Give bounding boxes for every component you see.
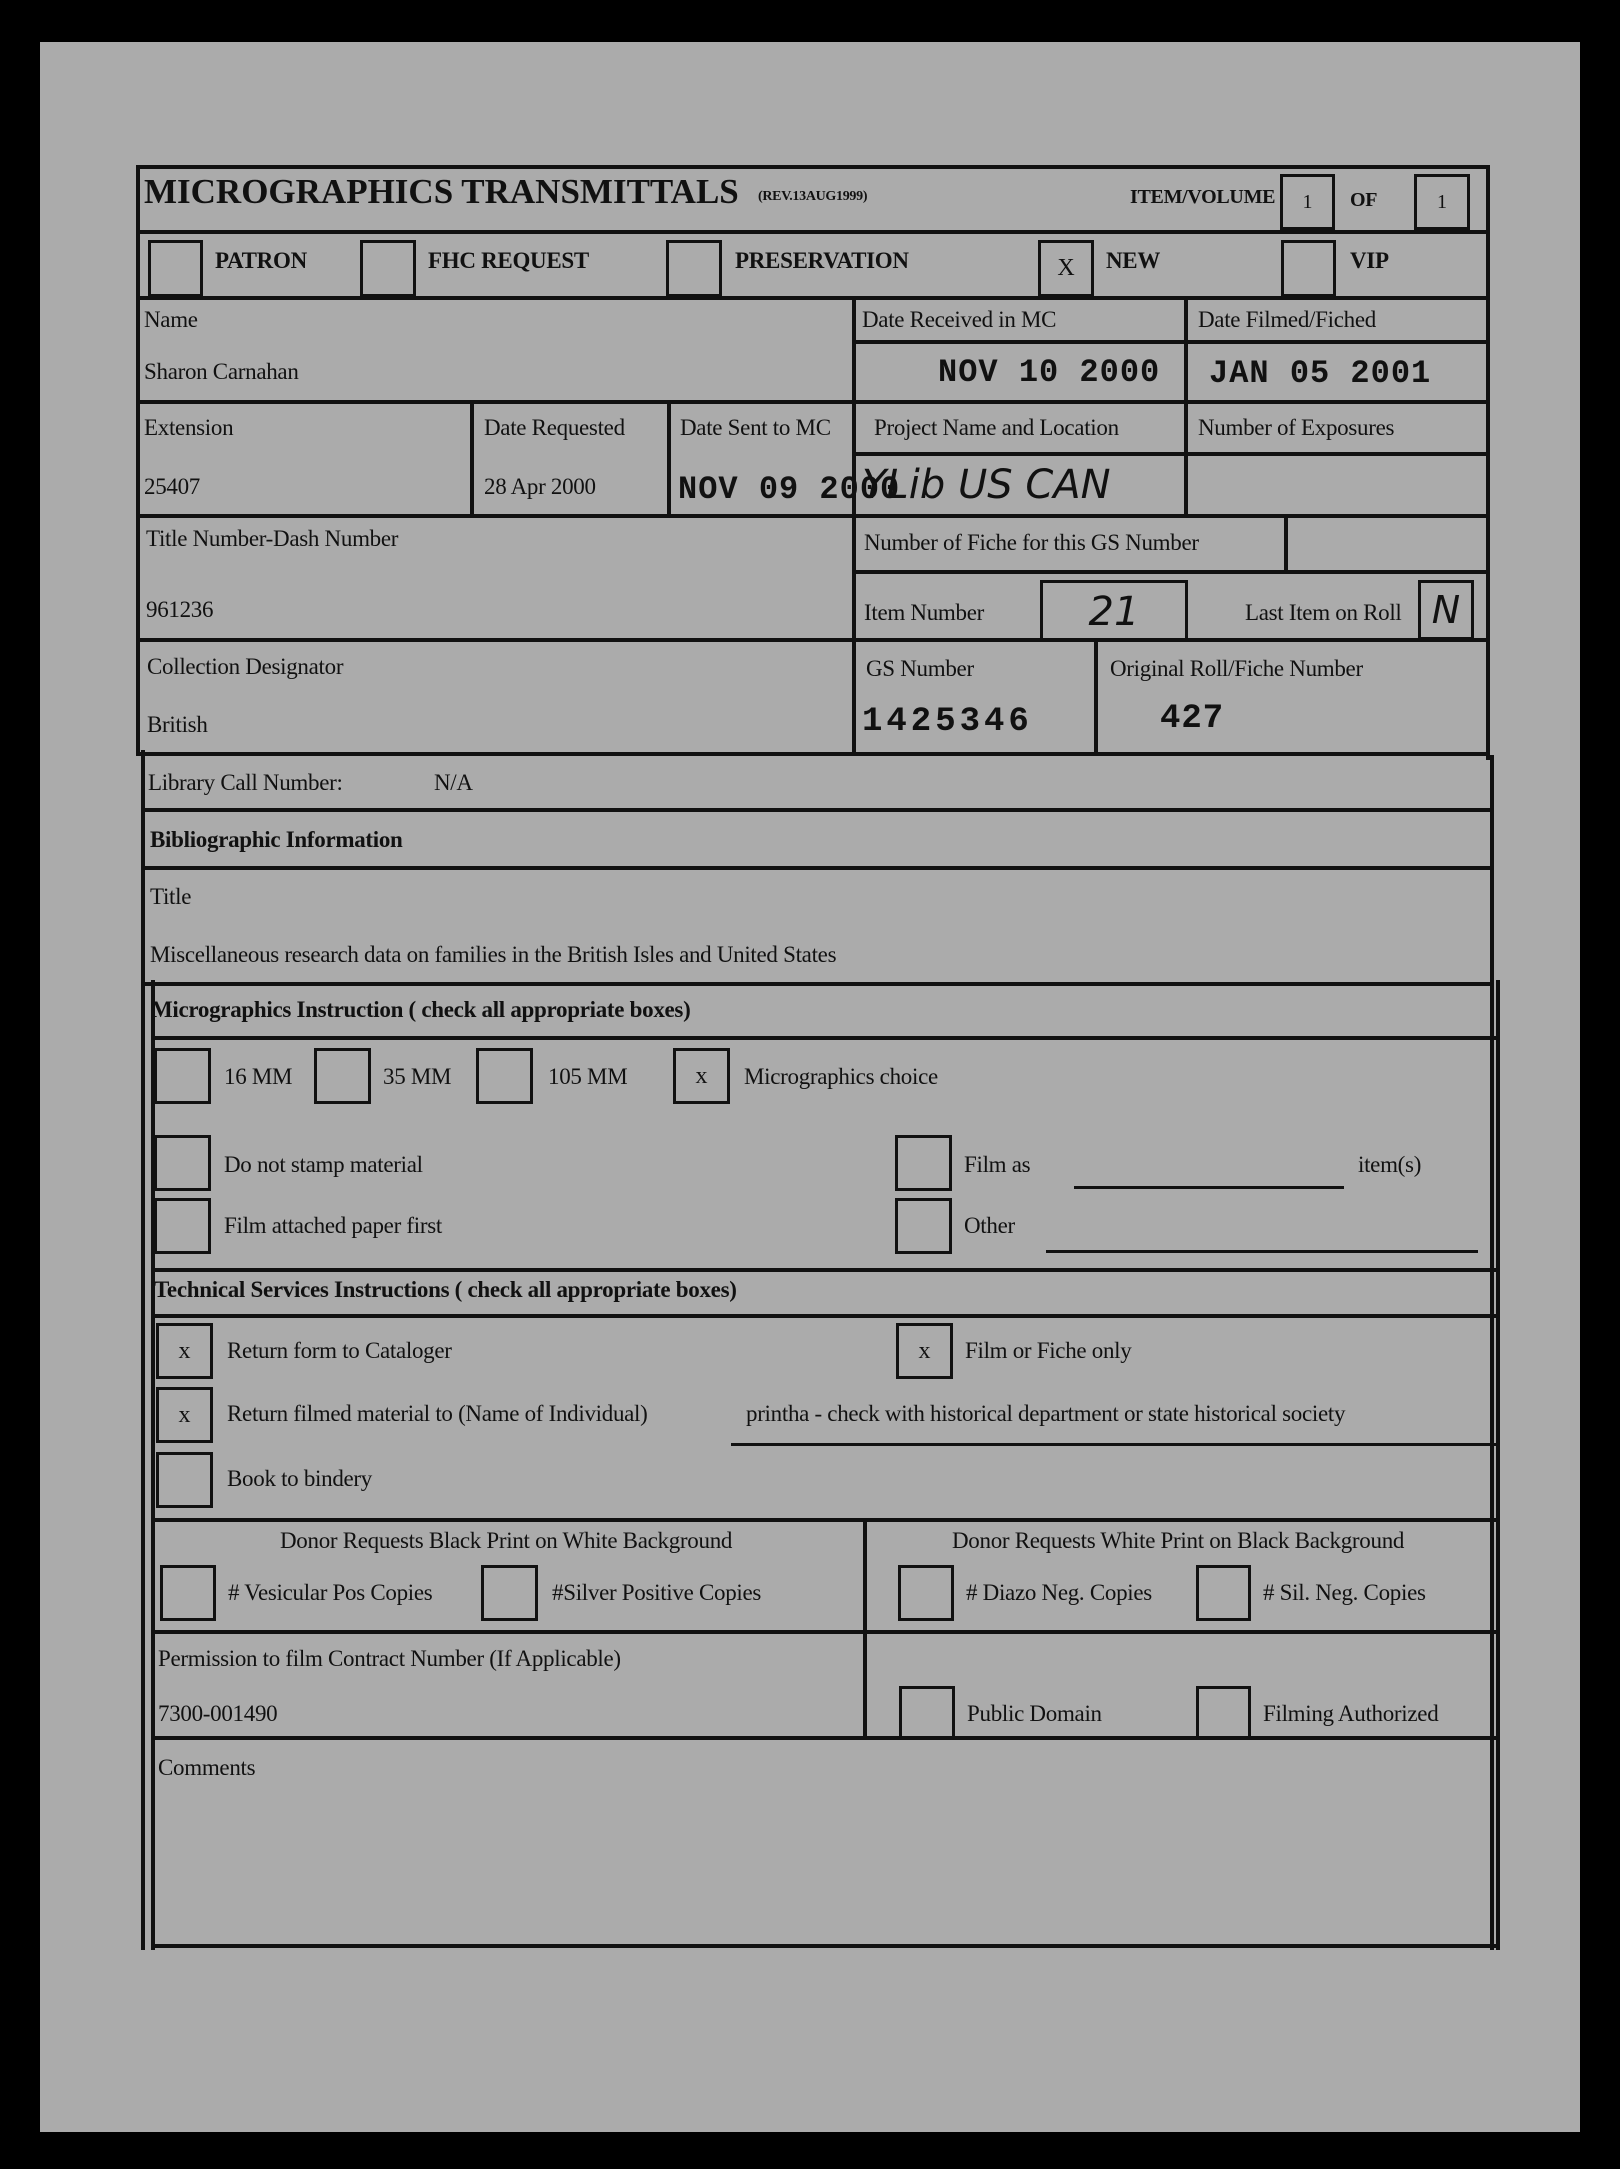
item-number-value: 21 — [1088, 588, 1140, 635]
form-border — [1490, 755, 1494, 1950]
divider — [151, 1268, 1496, 1272]
do-not-stamp-checkbox[interactable] — [154, 1135, 211, 1191]
film-as-label: Film as — [964, 1152, 1031, 1177]
return-filmed-value: printha - check with historical department or state historical society — [746, 1401, 1346, 1426]
35mm-checkbox[interactable] — [314, 1048, 371, 1104]
divider — [151, 1630, 1496, 1634]
divider — [151, 1518, 1496, 1522]
other-checkbox[interactable] — [895, 1198, 952, 1254]
divider — [136, 296, 1490, 300]
form-border — [1486, 165, 1490, 760]
divider — [852, 296, 856, 756]
other-label: Other — [964, 1213, 1015, 1238]
preservation-checkbox[interactable] — [666, 240, 722, 297]
date-requested-value: 28 Apr 2000 — [484, 474, 596, 499]
divider — [667, 400, 671, 515]
collection-value: British — [147, 712, 208, 737]
date-filmed-stamp: JAN 05 2001 — [1209, 355, 1432, 392]
date-filmed-label: Date Filmed/Fiched — [1198, 307, 1376, 332]
diazo-neg-copies-label: # Diazo Neg. Copies — [966, 1580, 1152, 1605]
divider — [1184, 296, 1188, 514]
title-number-label: Title Number-Dash Number — [146, 526, 399, 551]
film-as-checkbox[interactable] — [895, 1135, 952, 1191]
divider — [141, 866, 1491, 870]
silver-positive-copies-label: #Silver Positive Copies — [552, 1580, 762, 1605]
item-number-field[interactable] — [1040, 580, 1188, 640]
105mm-label: 105 MM — [548, 1064, 628, 1089]
35mm-label: 35 MM — [383, 1064, 452, 1089]
vesicular-copies-field[interactable] — [160, 1565, 216, 1621]
divider — [136, 400, 1490, 404]
date-received-stamp: NOV 10 2000 — [938, 354, 1161, 391]
date-sent-label: Date Sent to MC — [680, 415, 831, 440]
sil-neg-copies-field[interactable] — [1196, 1565, 1251, 1621]
project-value: YLib US CAN — [862, 462, 1111, 508]
divider — [852, 452, 1490, 456]
of-field[interactable]: 1 — [1414, 174, 1470, 230]
public-domain-label: Public Domain — [967, 1701, 1102, 1726]
date-requested-label: Date Requested — [484, 415, 625, 440]
divider — [852, 340, 1490, 344]
technical-heading: Technical Services Instructions ( check all appropriate boxes) — [154, 1277, 737, 1302]
105mm-checkbox[interactable] — [476, 1048, 533, 1104]
return-form-checkbox[interactable]: x — [156, 1323, 213, 1379]
public-domain-checkbox[interactable] — [899, 1686, 955, 1740]
divider — [151, 1314, 1496, 1318]
film-only-label: Film or Fiche only — [965, 1338, 1132, 1363]
divider — [1284, 514, 1288, 572]
date-received-label: Date Received in MC — [862, 307, 1057, 332]
bindery-checkbox[interactable] — [156, 1452, 213, 1508]
divider — [852, 570, 1490, 574]
item-number-label: Item Number — [864, 600, 984, 625]
divider — [863, 1518, 867, 1736]
last-item-field[interactable] — [1418, 580, 1474, 640]
micrographics-choice-label: Micrographics choice — [744, 1064, 938, 1089]
vip-label: VIP — [1350, 248, 1389, 273]
divider — [141, 808, 1491, 812]
extension-value: 25407 — [144, 474, 201, 499]
exposures-label: Number of Exposures — [1198, 415, 1395, 440]
16mm-label: 16 MM — [224, 1064, 293, 1089]
form-border — [151, 980, 155, 1950]
permission-value: 7300-001490 — [158, 1701, 278, 1726]
film-attached-checkbox[interactable] — [154, 1198, 211, 1254]
of-label: OF — [1350, 189, 1378, 211]
form-title: MICROGRAPHICS TRANSMITTALS — [144, 172, 739, 211]
do-not-stamp-label: Do not stamp material — [224, 1152, 423, 1177]
divider — [141, 982, 1491, 986]
patron-label: PATRON — [215, 248, 307, 273]
fiche-count-label: Number of Fiche for this GS Number — [864, 530, 1199, 555]
return-filmed-input-line[interactable] — [731, 1443, 1496, 1446]
comments-label: Comments — [158, 1755, 256, 1780]
film-attached-label: Film attached paper first — [224, 1213, 442, 1238]
vesicular-copies-label: # Vesicular Pos Copies — [228, 1580, 433, 1605]
form-revision: (REV.13AUG1999) — [758, 189, 868, 204]
divider — [470, 400, 474, 515]
film-as-input-line[interactable] — [1074, 1186, 1344, 1189]
permission-label: Permission to film Contract Number (If Applicable) — [158, 1646, 621, 1671]
bibliographic-heading: Bibliographic Information — [150, 827, 403, 852]
return-filmed-label: Return filmed material to (Name of Individual) — [227, 1401, 648, 1426]
form-border — [141, 750, 145, 1950]
divider — [151, 1944, 1500, 1948]
last-item-value: N — [1431, 588, 1461, 632]
patron-checkbox[interactable] — [148, 240, 203, 297]
gs-number-stamp: 1425346 — [862, 703, 1033, 741]
vip-checkbox[interactable] — [1281, 240, 1336, 297]
divider — [136, 230, 1490, 234]
donor-white-heading: Donor Requests White Print on Black Background — [952, 1528, 1405, 1553]
name-label: Name — [144, 307, 198, 332]
name-value: Sharon Carnahan — [144, 359, 299, 384]
title-number-value: 961236 — [146, 597, 214, 622]
date-sent-stamp: NOV 09 2000 — [678, 471, 901, 508]
form-border — [1496, 980, 1500, 1950]
filming-authorized-checkbox[interactable] — [1196, 1686, 1251, 1740]
item-volume-field[interactable]: 1 — [1280, 174, 1335, 230]
fhc-request-checkbox[interactable] — [360, 240, 416, 297]
bibliographic-title-label: Title — [150, 884, 192, 909]
divider — [1094, 638, 1098, 756]
divider — [151, 1036, 1496, 1040]
other-input-line[interactable] — [1046, 1250, 1478, 1253]
film-only-checkbox[interactable]: x — [896, 1323, 953, 1379]
form-border — [136, 165, 140, 755]
preservation-label: PRESERVATION — [735, 248, 909, 273]
original-roll-label: Original Roll/Fiche Number — [1110, 656, 1363, 681]
silver-positive-copies-field[interactable] — [481, 1565, 538, 1621]
new-checkbox[interactable]: X — [1038, 240, 1094, 297]
original-roll-stamp: 427 — [1160, 700, 1225, 738]
donor-black-heading: Donor Requests Black Print on White Background — [280, 1528, 733, 1553]
divider — [151, 1736, 1496, 1740]
sil-neg-copies-label: # Sil. Neg. Copies — [1263, 1580, 1426, 1605]
bindery-label: Book to bindery — [227, 1466, 372, 1491]
library-call-label: Library Call Number: — [148, 770, 343, 795]
film-as-suffix: item(s) — [1358, 1152, 1422, 1177]
fhc-request-label: FHC REQUEST — [428, 248, 589, 273]
bibliographic-title-value: Miscellaneous research data on families in the British Isles and United States — [150, 942, 837, 967]
micrographics-choice-checkbox[interactable]: x — [673, 1048, 730, 1104]
return-form-label: Return form to Cataloger — [227, 1338, 452, 1363]
divider — [136, 165, 1490, 169]
library-call-value: N/A — [434, 770, 473, 795]
divider — [136, 638, 1490, 642]
filming-authorized-label: Filming Authorized — [1263, 1701, 1439, 1726]
new-label: NEW — [1106, 248, 1161, 273]
last-item-label: Last Item on Roll — [1245, 600, 1402, 625]
collection-label: Collection Designator — [147, 654, 344, 679]
diazo-neg-copies-field[interactable] — [898, 1565, 954, 1621]
extension-label: Extension — [144, 415, 234, 440]
micrographics-heading: Micrographics Instruction ( check all appropriate boxes) — [151, 997, 691, 1022]
divider — [136, 752, 1490, 756]
gs-number-label: GS Number — [866, 656, 974, 681]
item-volume-label: ITEM/VOLUME — [1130, 186, 1276, 208]
return-filmed-checkbox[interactable]: x — [156, 1387, 213, 1443]
project-label: Project Name and Location — [874, 415, 1119, 440]
16mm-checkbox[interactable] — [154, 1048, 211, 1104]
